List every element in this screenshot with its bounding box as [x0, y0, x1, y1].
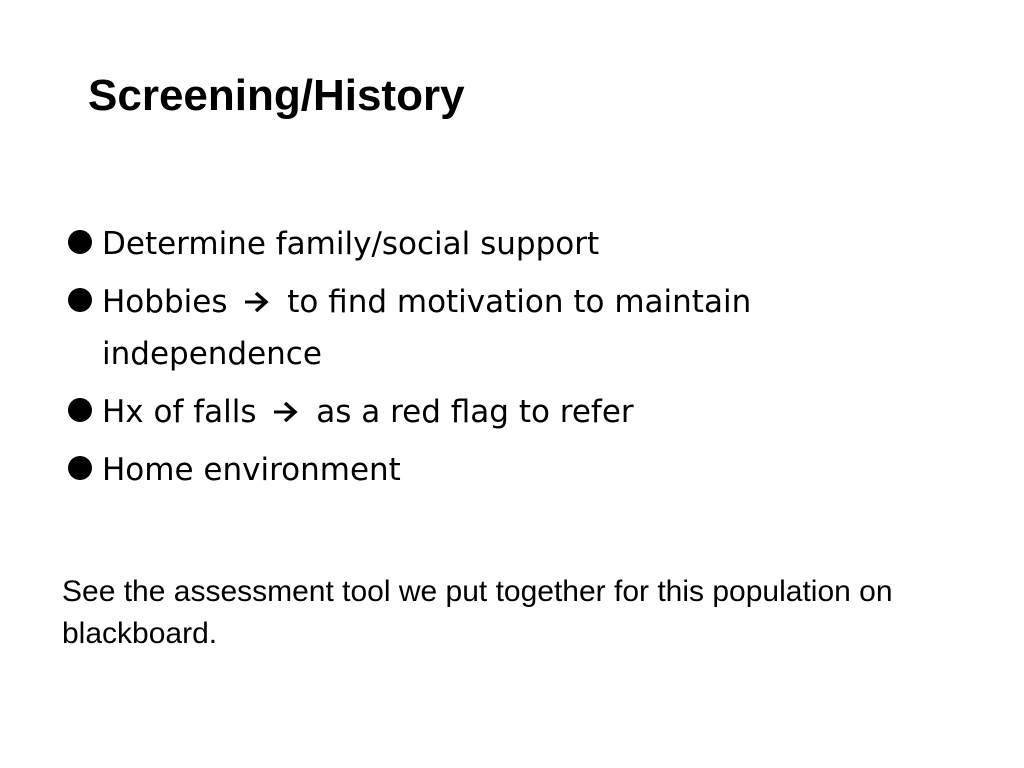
- bullet-icon: [68, 230, 92, 254]
- bullet-text-rest: as a red flag to refer: [316, 394, 634, 430]
- bullet-text-lead: Hobbies: [102, 284, 228, 320]
- right-arrow-icon: [243, 291, 271, 313]
- bullet-icon: [68, 456, 92, 480]
- footnote-text: See the assessment tool we put together for this population on blackboard.: [62, 575, 893, 650]
- bullet-item-family-support: [62, 218, 862, 270]
- bullet-item-falls: [62, 386, 862, 438]
- bullet-icon: [68, 288, 92, 312]
- bullet-text-lead: Hx of falls: [102, 394, 257, 430]
- bullet-text: Home environment: [102, 452, 401, 488]
- bullet-text: Determine family/social support: [102, 226, 600, 262]
- bullet-item-hobbies: [62, 276, 862, 380]
- right-arrow-icon: [272, 401, 300, 423]
- slide-title: Screening/History: [88, 71, 465, 120]
- bullet-text-rest: to find motivation to maintain independence: [102, 284, 752, 372]
- bullet-icon: [68, 398, 92, 422]
- bullet-list: [62, 218, 862, 502]
- bullet-item-home-environment: [62, 444, 862, 496]
